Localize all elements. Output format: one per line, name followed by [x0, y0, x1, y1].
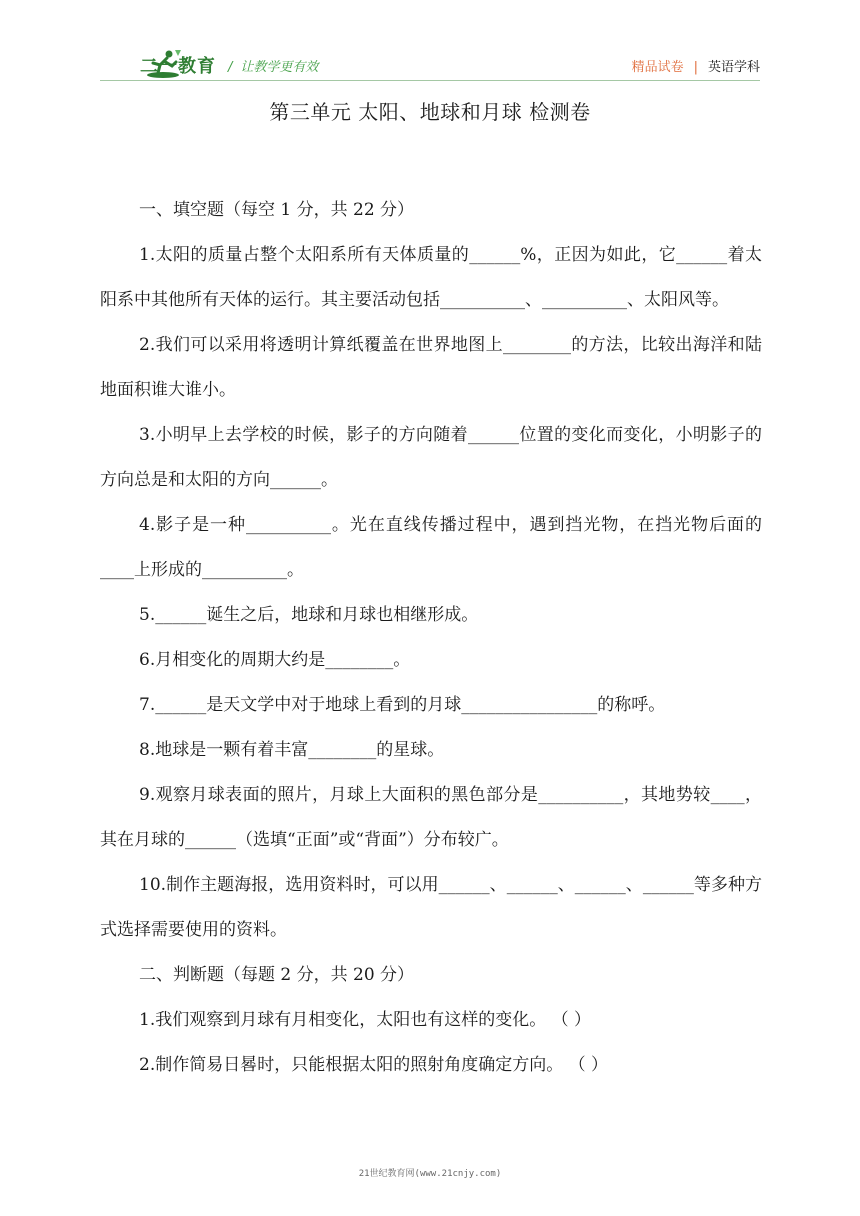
- question-item: 3.小明早上去学校的时候，影子的方向随着______位置的变化而变化，小明影子的方向总是和太阳的方向______。: [100, 425, 762, 490]
- question-item: 2.制作简易日晷时，只能根据太阳的照射角度确定方向。 （ ）: [139, 1055, 609, 1075]
- page-footer: 21世纪教育网(www.21cnjy.com): [358, 1169, 502, 1179]
- header-divider: [100, 80, 760, 81]
- section-heading: 一、填空题（每空 1 分，共 22 分）: [139, 200, 415, 220]
- brand-name: 二一教育: [140, 56, 216, 77]
- section-heading: 二、判断题（每题 2 分，共 20 分）: [139, 965, 415, 985]
- question-item: 7.______是天文学中对于地球上看到的月球________________的称呼。: [139, 695, 666, 715]
- page-title: 第三单元 太阳、地球和月球 检测卷: [269, 100, 591, 124]
- question-item: 4.影子是一种__________。光在直线传播过程中，遇到挡光物，在挡光物后面的____上形成的__________。: [100, 515, 762, 580]
- question-item: 2.我们可以采用将透明计算纸覆盖在世界地图上________的方法，比较出海洋和陆地面积谁大谁小。: [100, 335, 762, 400]
- exam-content: [100, 188, 762, 1088]
- question-item: 1.太阳的质量占整个太阳系所有天体质量的______%，正因为如此，它______着太阳系中其他所有天体的运行。其主要活动包括__________、__________、太阳风等。: [100, 245, 762, 310]
- slogan-slash: /: [228, 60, 233, 75]
- question-item: 5.______诞生之后，地球和月球也相继形成。: [139, 605, 479, 625]
- question-item: 6.月相变化的周期大约是________。: [139, 650, 411, 670]
- question-item: 1.我们观察到月球有月相变化，太阳也有这样的变化。 （ ）: [139, 1010, 592, 1030]
- page-header: [0, 0, 860, 90]
- slogan-text: 让教学更有效: [240, 60, 319, 75]
- question-item: 10.制作主题海报，选用资料时，可以用______、______、______、______等多种方式选择需要使用的资料。: [100, 875, 762, 940]
- question-item: 9.观察月球表面的照片，月球上大面积的黑色部分是__________，其地势较____，其在月球的______（选填“正面”或“背面”）分布较广。: [100, 785, 762, 850]
- tag-separator: |: [693, 60, 698, 75]
- tag-subject: 英语学科: [707, 60, 760, 75]
- tag-premium: 精品试卷: [631, 60, 684, 75]
- header-tags: [632, 56, 760, 75]
- brand-slogan: [228, 56, 318, 75]
- question-item: 8.地球是一颗有着丰富________的星球。: [139, 740, 445, 760]
